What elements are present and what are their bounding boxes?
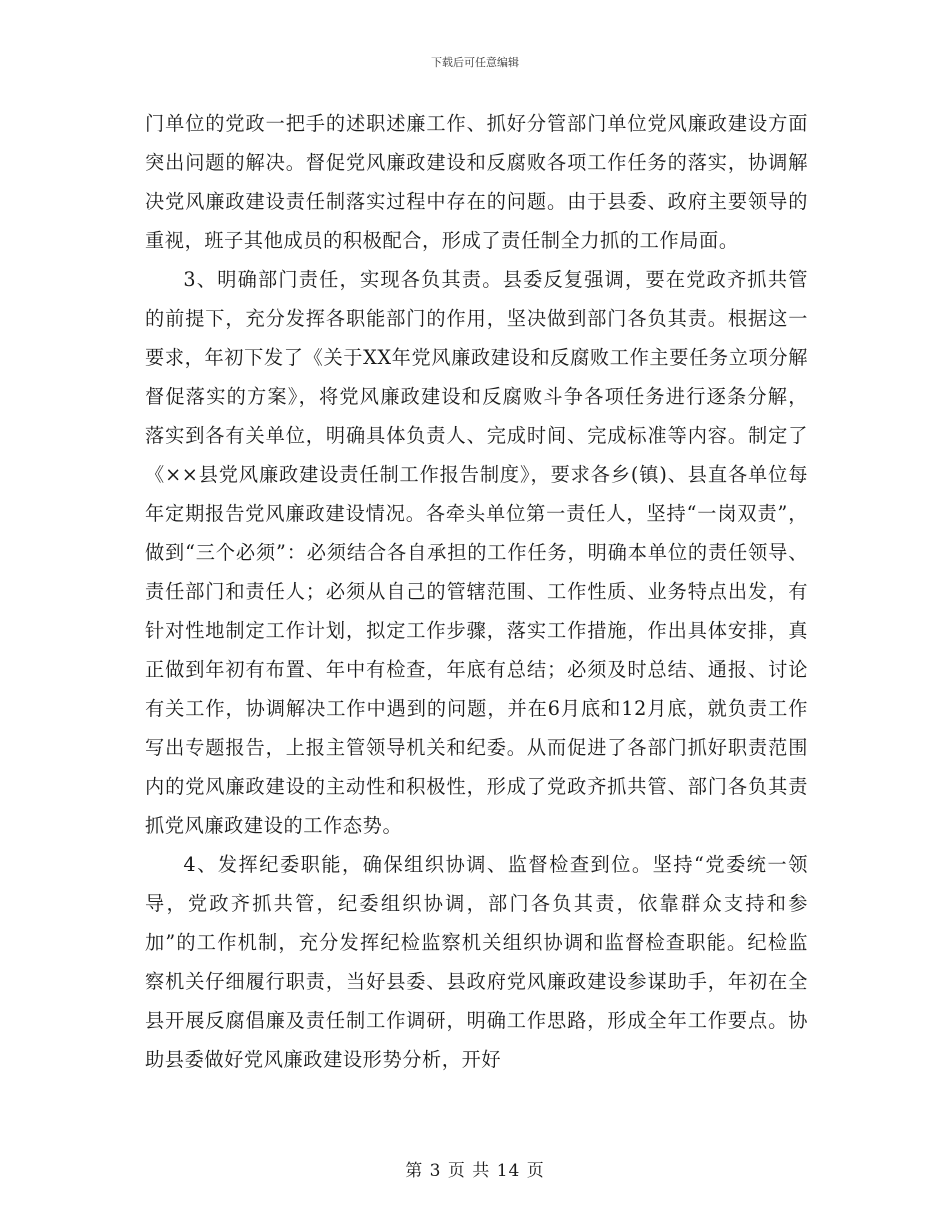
- paragraph-item-3: 3、明确部门责任，实现各负其责。县委反复强调，要在党政齐抓共管的前提下，充分发挥各职能部门的作用，坚决做到部门各负其责。根据这一要求，年初下发了《关于XX年党风廉政建设和反腐败工作主要任务立项分解督促落实的方案》，将党风廉政建设和反腐败斗争各项任务进行逐条分解，落实到各有关单位，明确具体负责人、完成时间、完成标准等内容。制定了《××县党风廉政建设责任制工作报告制度》，要求各乡(镇)、县直各单位每年定期报告党风廉政建设情况。各牵头单位第一责任人，坚持“一岗双责”，做到“三个必须”：必须结合各自承担的工作任务，明确本单位的责任领导、责任部门和责任人；必须从自己的管辖范围、工作性质、业务特点出发，有针对性地制定工作计划，拟定工作步骤，落实工作措施，作出具体安排，真正做到年初有布置、年中有检查，年底有总结；必须及时总结、通报、讨论有关工作，协调解决工作中遇到的问题，并在6月底和12月底，就负责工作写出专题报告，上报主管领导机关和纪委。从而促进了各部门抓好职责范围内的党风廉政建设的主动性和积极性，形成了党政齐抓共管、部门各负其责抓党风廉政建设的工作态势。: [145, 268, 808, 837]
- paragraph-continuation: 门单位的党政一把手的述职述廉工作、抓好分管部门单位党风廉政建设方面突出问题的解决。督促党风廉政建设和反腐败各项工作任务的落实，协调解决党风廉政建设责任制落实过程中存在的问题。由于县委、政府主要领导的重视，班子其他成员的积极配合，形成了责任制全力抓的工作局面。: [145, 112, 808, 252]
- page-header: 下载后可任意编辑: [431, 56, 519, 69]
- document-body: [145, 104, 808, 1079]
- paragraph-item-4: 4、发挥纪委职能，确保组织协调、监督检查到位。坚持“党委统一领导，党政齐抓共管，纪委组织协调，部门各负其责，依靠群众支持和参加”的工作机制，充分发挥纪检监察机关组织协调和监督检查职能。纪检监察机关仔细履行职责，当好县委、县政府党风廉政建设参谋助手，年初在全县开展反腐倡廉及责任制工作调研，明确工作思路，形成全年工作要点。协助县委做好党风廉政建设形势分析，开好: [145, 853, 808, 1071]
- page-footer: 第 3 页 共 14 页: [405, 1161, 545, 1181]
